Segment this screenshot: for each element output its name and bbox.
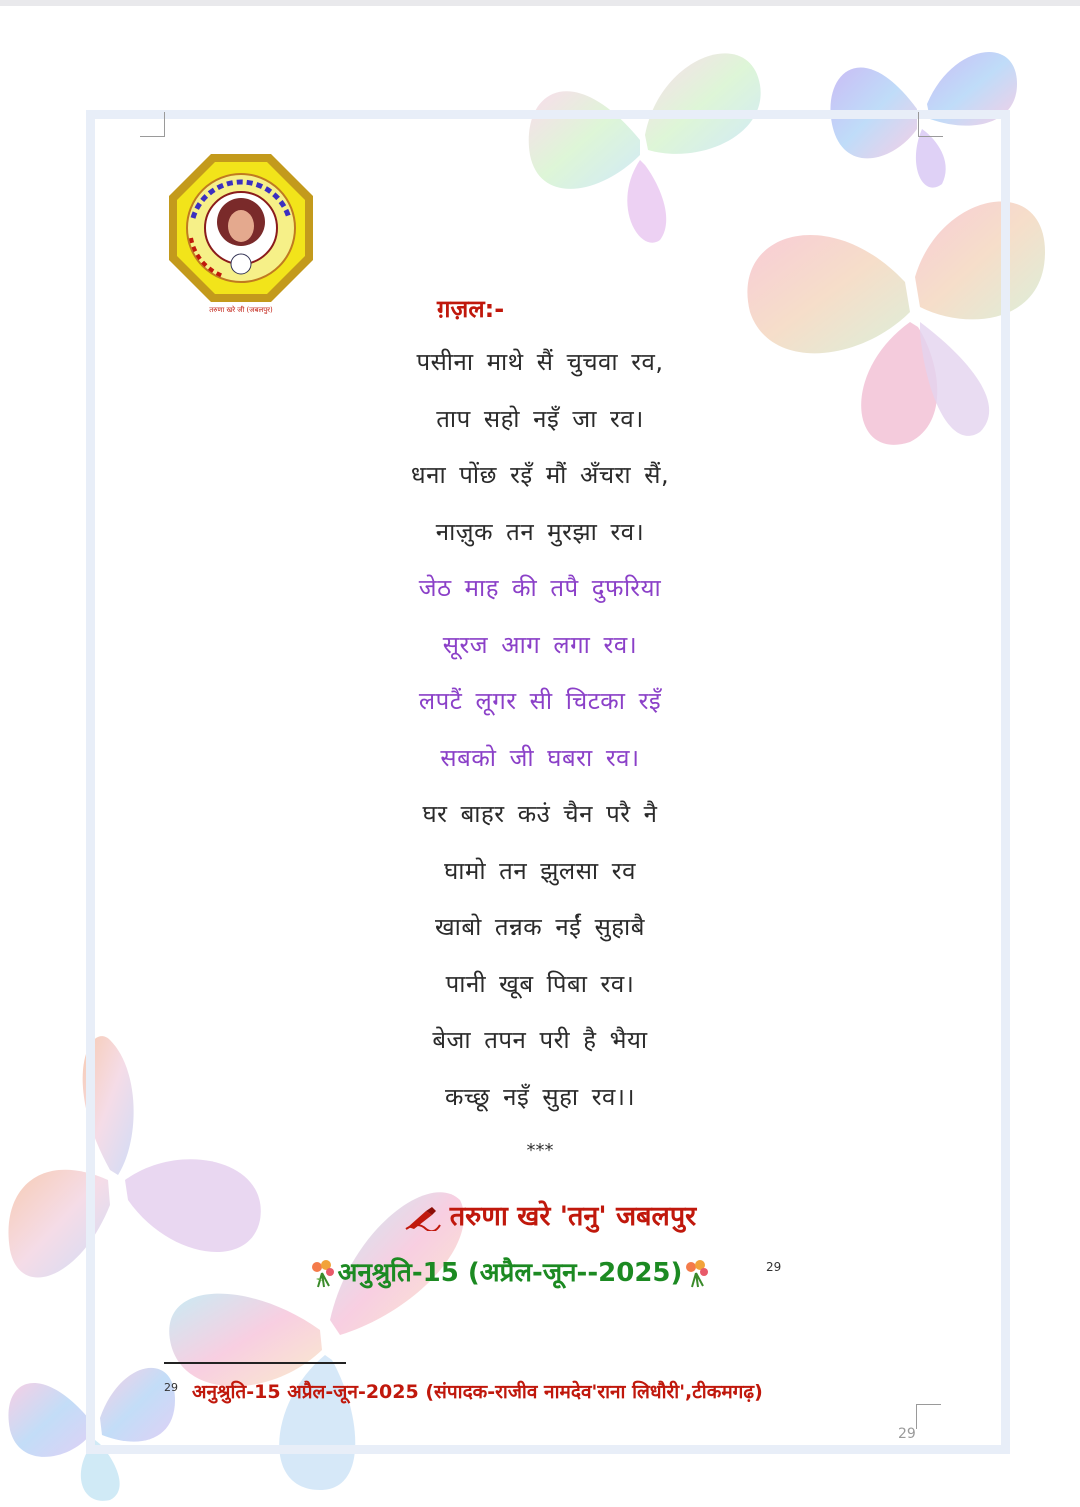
poem-line: लपटैं लूगर सी चिटका रइँ (418, 687, 662, 715)
poem-line: नाज़ुक तन मुरझा रव। (435, 517, 645, 546)
footnote-text: अनुश्रुति-15 अप्रैल-जून-2025 (संपादक-राजीव नामदेव'राना लिधौरी',टीकमगढ़) (192, 1381, 763, 1403)
flower-bouquet-icon-right (682, 1259, 712, 1289)
page-number: 29 (898, 1426, 916, 1442)
page-number-marker: 29 (766, 1260, 782, 1274)
poem-line: पानी खूब पिबा रव। (445, 969, 635, 998)
logo-caption: तरुणा खरे जी (जबलपुर) (209, 306, 273, 314)
author-line (380, 1196, 720, 1233)
poem-line: सबको जी घबरा रव। (440, 743, 640, 772)
poem-line: धना पोंछ रइँ मौं अँचरा सैं, (410, 461, 670, 489)
author-name: तरुणा खरे 'तनु' जबलपुर (449, 1201, 697, 1232)
poem-line: ताप सहो नइँ जा रव। (436, 404, 644, 433)
crop-mark-bottom-right (916, 1404, 941, 1429)
issue-line (300, 1253, 720, 1289)
footnote-number: 29 (164, 1381, 178, 1394)
crop-mark-top-left (140, 112, 165, 137)
issue-label: अनुश्रुति-15 (अप्रैल-जून--2025) (337, 1258, 683, 1288)
poem-line: घर बाहर कउं चैन परै नै (422, 800, 658, 828)
poem-title: ग़ज़ल:- (437, 295, 505, 323)
top-bar (0, 0, 1080, 6)
poem-line: कच्छू नइँ सुहा रव।। (444, 1082, 636, 1111)
poem-lines (340, 340, 740, 1131)
pen-icon (404, 1205, 442, 1231)
poem-line: बेजा तपन परी है भैया (432, 1026, 648, 1054)
crop-mark-top-right (918, 112, 943, 137)
poem-line: सूरज आग लगा रव। (442, 630, 638, 659)
footnote-rule (164, 1362, 346, 1364)
poem-line: पसीना माथे सैं चुचवा रव, (416, 348, 664, 376)
poem-line: घामो तन झुलसा रव (444, 856, 636, 885)
poem-line: खाबो तन्नक नईं सुहाबै (435, 913, 645, 941)
flower-bouquet-icon (308, 1259, 338, 1289)
poem-line: जेठ माह की तपै दुफरिया (418, 574, 662, 602)
poem-separator: *** (526, 1140, 554, 1161)
magazine-logo (163, 148, 319, 316)
